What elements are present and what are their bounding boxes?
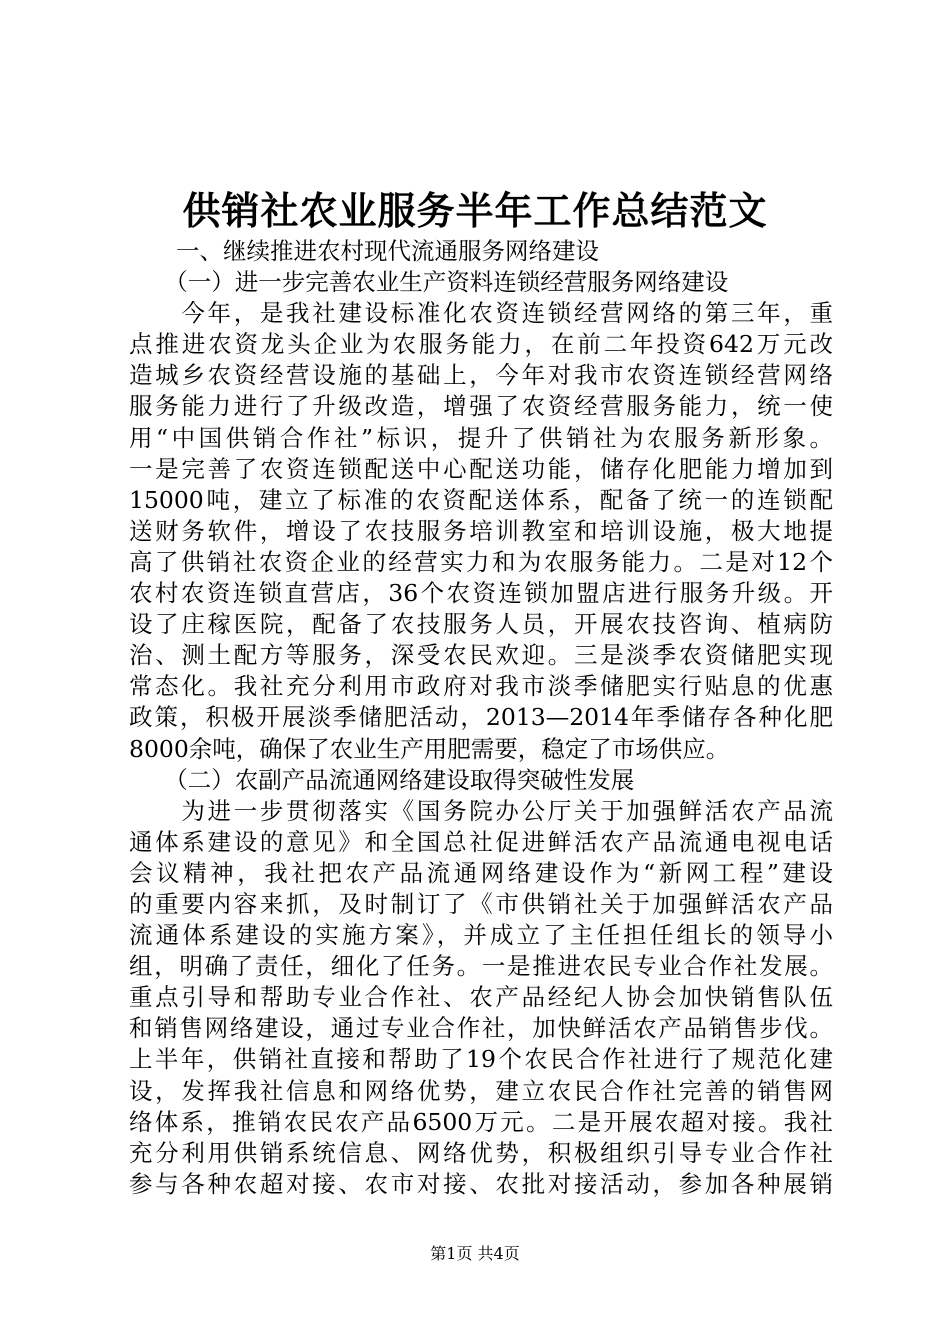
paragraph-line: 用“中国供销合作社”标识，提升了供销社为农服务新形象。 bbox=[129, 423, 833, 452]
subsection-heading: （二）农副产品流通网络建设取得突破性发展 bbox=[129, 765, 635, 794]
paragraph-line: 造城乡农资经营设施的基础上，今年对我市农资连锁经营网络 bbox=[129, 361, 833, 390]
paragraph-line: 一是完善了农资连锁配送中心配送功能，储存化肥能力增加到 bbox=[129, 454, 833, 483]
paragraph-line: 重点引导和帮助专业合作社、农产品经纪人协会加快销售队伍 bbox=[129, 983, 833, 1012]
paragraph-line: 8000余吨，确保了农业生产用肥需要，稳定了市场供应。 bbox=[129, 734, 730, 763]
paragraph-line: 的重要内容来抓，及时制订了《市供销社关于加强鲜活农产品 bbox=[129, 889, 833, 918]
paragraph-line: 和销售网络建设，通过专业合作社，加快鲜活农产品销售步伐。 bbox=[129, 1014, 833, 1043]
paragraph-line: 常态化。我社充分利用市政府对我市淡季储肥实行贴息的优惠 bbox=[129, 672, 833, 701]
paragraph-line: 组，明确了责任，细化了任务。一是推进农民专业合作社发展。 bbox=[129, 952, 833, 981]
paragraph-line: 农村农资连锁直营店，36个农资连锁加盟店进行服务升级。开 bbox=[129, 579, 833, 608]
paragraph-line: 点推进农资龙头企业为农服务能力，在前二年投资642万元改 bbox=[129, 330, 833, 359]
paragraph-line: 为进一步贯彻落实《国务院办公厅关于加强鲜活农产品流 bbox=[129, 796, 833, 825]
paragraph-line: 政策，积极开展淡季储肥活动，2013—2014年季储存各种化肥 bbox=[129, 703, 833, 732]
paragraph-line: 参与各种农超对接、农市对接、农批对接活动，参加各种展销 bbox=[129, 1169, 833, 1198]
paragraph-line: 会议精神，我社把农产品流通网络建设作为“新网工程”建设 bbox=[129, 858, 833, 887]
document-title: 供销社农业服务半年工作总结范文 bbox=[182, 188, 768, 233]
page-footer: 第1页 共4页 bbox=[430, 1244, 520, 1263]
paragraph-line: 上半年，供销社直接和帮助了19个农民合作社进行了规范化建 bbox=[129, 1045, 833, 1074]
paragraph-line: 流通体系建设的实施方案》，并成立了主任担任组长的领导小 bbox=[129, 921, 833, 950]
paragraph-line: 治、测土配方等服务，深受农民欢迎。三是淡季农资储肥实现 bbox=[129, 641, 833, 670]
document-body bbox=[129, 236, 833, 1200]
paragraph-line: 高了供销社农资企业的经营实力和为农服务能力。二是对12个 bbox=[129, 547, 833, 576]
paragraph-line: 送财务软件，增设了农技服务培训教室和培训设施，极大地提 bbox=[129, 516, 833, 545]
paragraph-line: 通体系建设的意见》和全国总社促进鲜活农产品流通电视电话 bbox=[129, 827, 833, 856]
paragraph-line: 今年，是我社建设标准化农资连锁经营网络的第三年，重 bbox=[129, 299, 833, 328]
paragraph-line: 服务能力进行了升级改造，增强了农资经营服务能力，统一使 bbox=[129, 392, 833, 421]
paragraph-line: 设了庄稼医院，配备了农技服务人员，开展农技咨询、植病防 bbox=[129, 610, 833, 639]
paragraph-line: 充分利用供销系统信息、网络优势，积极组织引导专业合作社 bbox=[129, 1138, 833, 1167]
paragraph-line: 络体系，推销农民农产品6500万元。二是开展农超对接。我社 bbox=[129, 1107, 833, 1136]
paragraph-line: 15000吨，建立了标准的农资配送体系，配备了统一的连锁配 bbox=[129, 485, 833, 514]
paragraph-line: 设，发挥我社信息和网络优势，建立农民合作社完善的销售网 bbox=[129, 1076, 833, 1105]
subsection-heading: （一）进一步完善农业生产资料连锁经营服务网络建设 bbox=[129, 268, 729, 297]
section-heading: 一、继续推进农村现代流通服务网络建设 bbox=[129, 237, 599, 265]
